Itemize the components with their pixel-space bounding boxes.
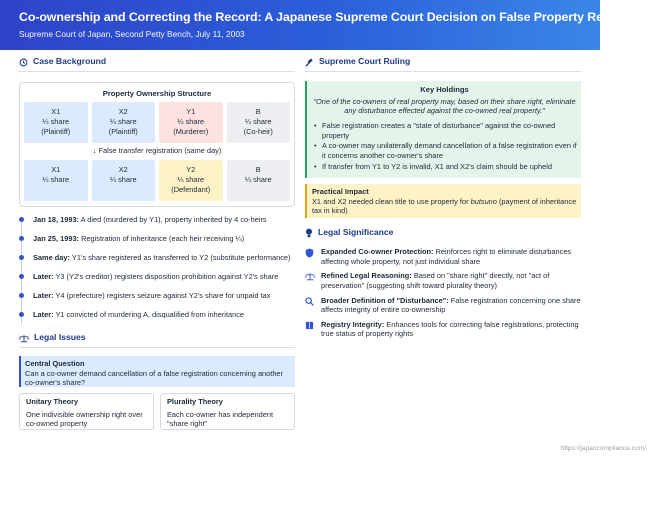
plurality-theory-title: Plurality Theory bbox=[167, 397, 223, 406]
central-question-title: Central Question bbox=[25, 359, 85, 368]
legal-significance-heading bbox=[305, 226, 581, 242]
timeline-item: Later: Y1 convicted of murdering A, disqualified from inheritance bbox=[33, 310, 295, 329]
owner-cell-b: B ¼ share bbox=[227, 160, 291, 201]
timeline-item: Same day: Y1's share registered as transferred to Y2 (substitute performance) bbox=[33, 253, 295, 272]
theories bbox=[19, 393, 295, 430]
scale-icon bbox=[19, 334, 29, 343]
legal-significance-title: Legal Significance bbox=[318, 226, 394, 237]
list-item: • A co-owner may unilaterally demand cancellation of a false registration even if it concerns another co-owner's share bbox=[322, 141, 577, 160]
header bbox=[0, 0, 665, 50]
practical-impact bbox=[305, 184, 581, 218]
owner-cell-x1: X1 ¼ share (Plaintiff) bbox=[24, 102, 88, 143]
lightbulb-icon bbox=[305, 228, 313, 238]
practical-impact-title: Practical Impact bbox=[312, 187, 369, 196]
central-question-text: Can a co-owner demand cancellation of a false registration concerning another co-owner's share? bbox=[25, 368, 284, 388]
false-transfer-label: ↓ False transfer registration (same day) bbox=[92, 146, 222, 155]
owner-cell-b: B ¼ share (Co-heir) bbox=[227, 102, 291, 143]
magnifier-icon bbox=[305, 296, 315, 315]
supreme-court-ruling-heading bbox=[305, 56, 581, 72]
page-title: Co-ownership and Correcting the Record: A Japanese Supreme Court Decision on False Property Registrations bbox=[19, 10, 665, 24]
plurality-theory-card bbox=[160, 393, 295, 430]
ownership-structure-title: Property Ownership Structure bbox=[102, 89, 212, 98]
legal-issues-title: Legal Issues bbox=[34, 332, 86, 343]
right-column bbox=[305, 56, 581, 339]
list-item: • False registration creates a "state of disturbance" against the co-owned property bbox=[322, 121, 577, 140]
ownership-row-after bbox=[24, 160, 290, 201]
timeline-item: Jan 25, 1993: Registration of inheritance (each heir receiving ¼) bbox=[33, 234, 295, 253]
page-subtitle: Supreme Court of Japan, Second Petty Bench, July 11, 2003 bbox=[19, 29, 245, 40]
owner-cell-x2: X2 ¼ share bbox=[92, 160, 156, 201]
significance-item: Refined Legal Reasoning: Based on "share right" directly, not "act of preservation" (suggesting shift toward plurality theory) bbox=[305, 271, 581, 290]
holding-quote: "One of the co-owners of real property may, based on their share right, eliminate any disturbance effected against the co-owned real property." bbox=[313, 96, 576, 116]
legal-issues-heading bbox=[19, 332, 295, 348]
balance-icon bbox=[305, 271, 315, 290]
significance-item: Broader Definition of "Disturbance": False registration concerning one share affects integrity of entire co-ownership bbox=[305, 296, 581, 315]
ownership-structure bbox=[19, 82, 295, 207]
list-item: • If transfer from Y1 to Y2 is invalid, X1 and X2's claim should be upheld bbox=[322, 162, 577, 172]
plurality-theory-text: Each co-owner has independent "share right" bbox=[167, 409, 274, 429]
timeline-item: Later: Y4 (prefecture) registers seizure against Y2's share for unpaid tax bbox=[33, 291, 295, 310]
owner-cell-x1: X1 ¼ share bbox=[24, 160, 88, 201]
unitary-theory-title: Unitary Theory bbox=[26, 397, 79, 406]
case-background-heading bbox=[19, 56, 295, 72]
owner-cell-y2: Y2 ¼ share (Defendant) bbox=[159, 160, 223, 201]
case-background-title: Case Background bbox=[33, 56, 107, 67]
key-holdings bbox=[305, 81, 581, 178]
book-icon bbox=[305, 320, 315, 339]
owner-cell-y1: Y1 ¼ share (Murderer) bbox=[159, 102, 223, 143]
significance-item: Registry Integrity: Enhances tools for correcting false registrations, protecting true status of property rights bbox=[305, 320, 581, 339]
supreme-court-ruling-title: Supreme Court Ruling bbox=[319, 56, 411, 67]
significance-item: Expanded Co-owner Protection: Reinforces right to eliminate disturbances affecting whole property, not just individual share bbox=[305, 247, 581, 266]
ownership-row-original bbox=[24, 102, 290, 143]
timeline-item: Jan 18, 1993: A died (murdered by Y1), property inherited by 4 co-heirs bbox=[33, 215, 295, 234]
practical-impact-text: X1 and X2 needed clean title to use property for butsuno (payment of inheritance tax in kind) bbox=[312, 196, 577, 216]
gavel-icon bbox=[305, 58, 314, 67]
unitary-theory-card bbox=[19, 393, 154, 430]
history-icon bbox=[19, 58, 28, 67]
owner-cell-x2: X2 ¼ share (Plaintiff) bbox=[92, 102, 156, 143]
timeline-item: Later: Y3 (Y2's creditor) registers disposition prohibition against Y2's share bbox=[33, 272, 295, 291]
source-link[interactable]: https://japancompliance.com/ bbox=[560, 445, 646, 452]
central-question bbox=[19, 356, 295, 387]
shield-icon bbox=[305, 247, 315, 266]
holding-points bbox=[312, 121, 577, 171]
key-holdings-title: Key Holdings bbox=[420, 85, 469, 94]
timeline bbox=[19, 215, 295, 329]
unitary-theory-text: One indivisible ownership right over co-owned property bbox=[26, 409, 143, 429]
left-column bbox=[19, 56, 295, 430]
